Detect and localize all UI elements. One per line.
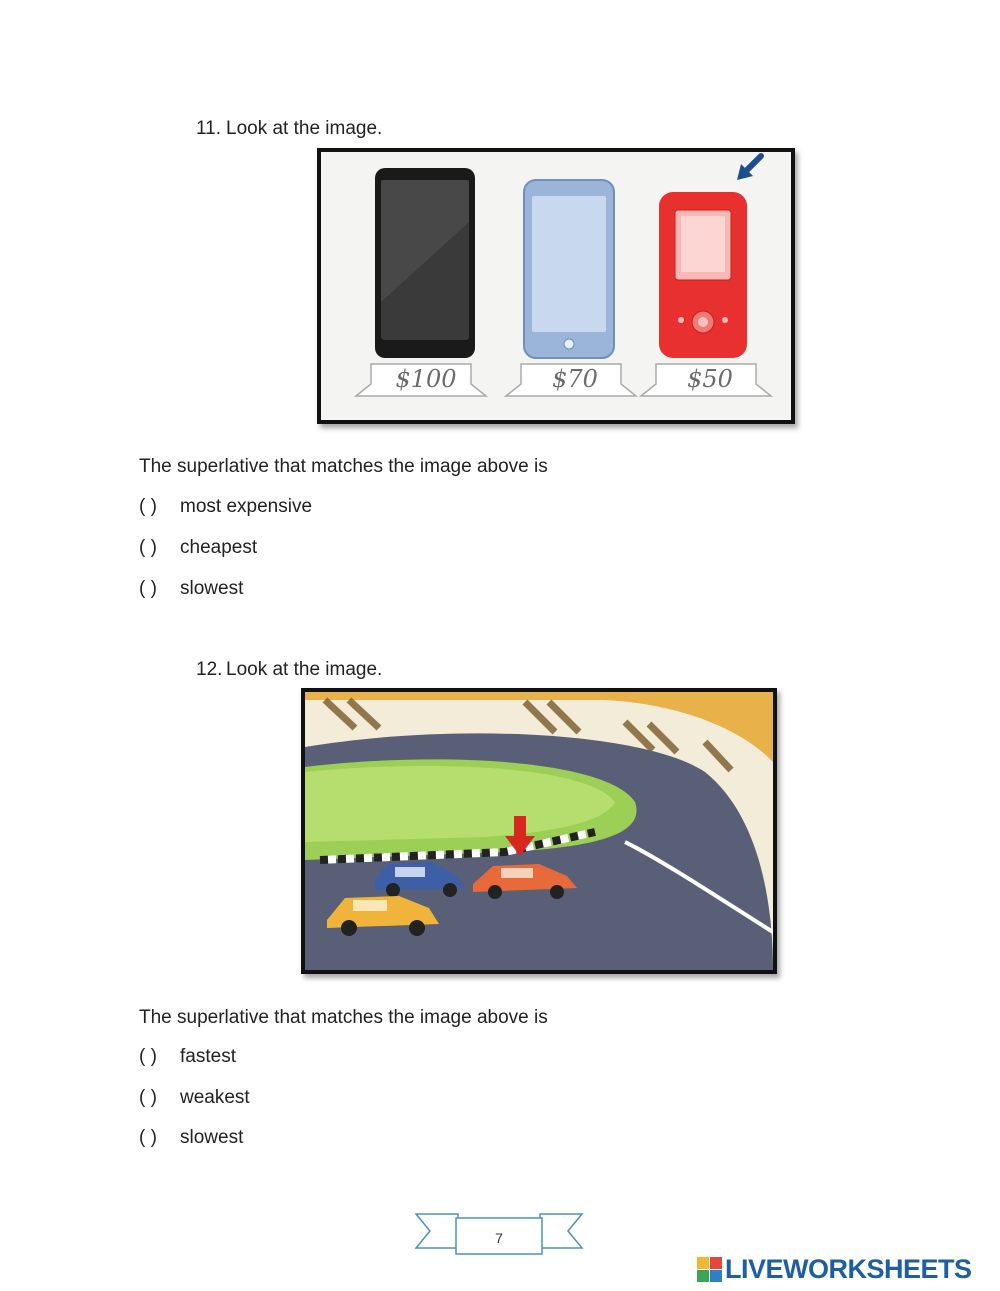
answer-label: slowest [180, 578, 244, 599]
race-track-illustration [305, 692, 773, 970]
liveworksheets-logo [697, 1254, 972, 1284]
answer-checkbox[interactable]: ( ) [139, 496, 157, 517]
answer-label: weakest [180, 1087, 250, 1108]
price-tag: $70 [552, 365, 598, 393]
page-number: 7 [495, 1230, 503, 1246]
answer-label: cheapest [180, 537, 258, 558]
question-prompt: The superlative that matches the image above is [139, 456, 548, 477]
question-12-heading [196, 658, 382, 682]
answer-checkbox[interactable]: ( ) [139, 1127, 157, 1148]
answer-option[interactable] [139, 1086, 250, 1110]
question-instruction: Look at the image. [226, 118, 383, 139]
answer-checkbox[interactable]: ( ) [139, 1046, 157, 1067]
answer-option[interactable] [139, 577, 243, 601]
answer-option[interactable] [139, 1126, 243, 1150]
brand-name: LIVEWORKSHEETS [725, 1253, 972, 1284]
question-number: 11. [196, 118, 222, 139]
answer-option[interactable] [139, 536, 257, 560]
price-tag: $50 [687, 365, 733, 393]
answer-label: most expensive [180, 496, 313, 517]
question-instruction: Look at the image. [226, 659, 383, 680]
question-prompt: The superlative that matches the image above is [139, 1007, 548, 1028]
logo-blocks-icon [697, 1257, 722, 1282]
answer-checkbox[interactable]: ( ) [139, 578, 157, 599]
price-tag: $100 [395, 365, 457, 393]
answer-checkbox[interactable]: ( ) [139, 1087, 157, 1108]
answer-option[interactable] [139, 1045, 236, 1069]
answer-option[interactable] [139, 495, 312, 519]
question-number: 12. [196, 659, 223, 680]
race-track-image [301, 688, 777, 974]
question-11-heading [196, 117, 382, 141]
phones-image [317, 148, 795, 424]
answer-label: slowest [180, 1127, 244, 1148]
answer-checkbox[interactable]: ( ) [139, 537, 157, 558]
answer-label: fastest [180, 1046, 236, 1067]
